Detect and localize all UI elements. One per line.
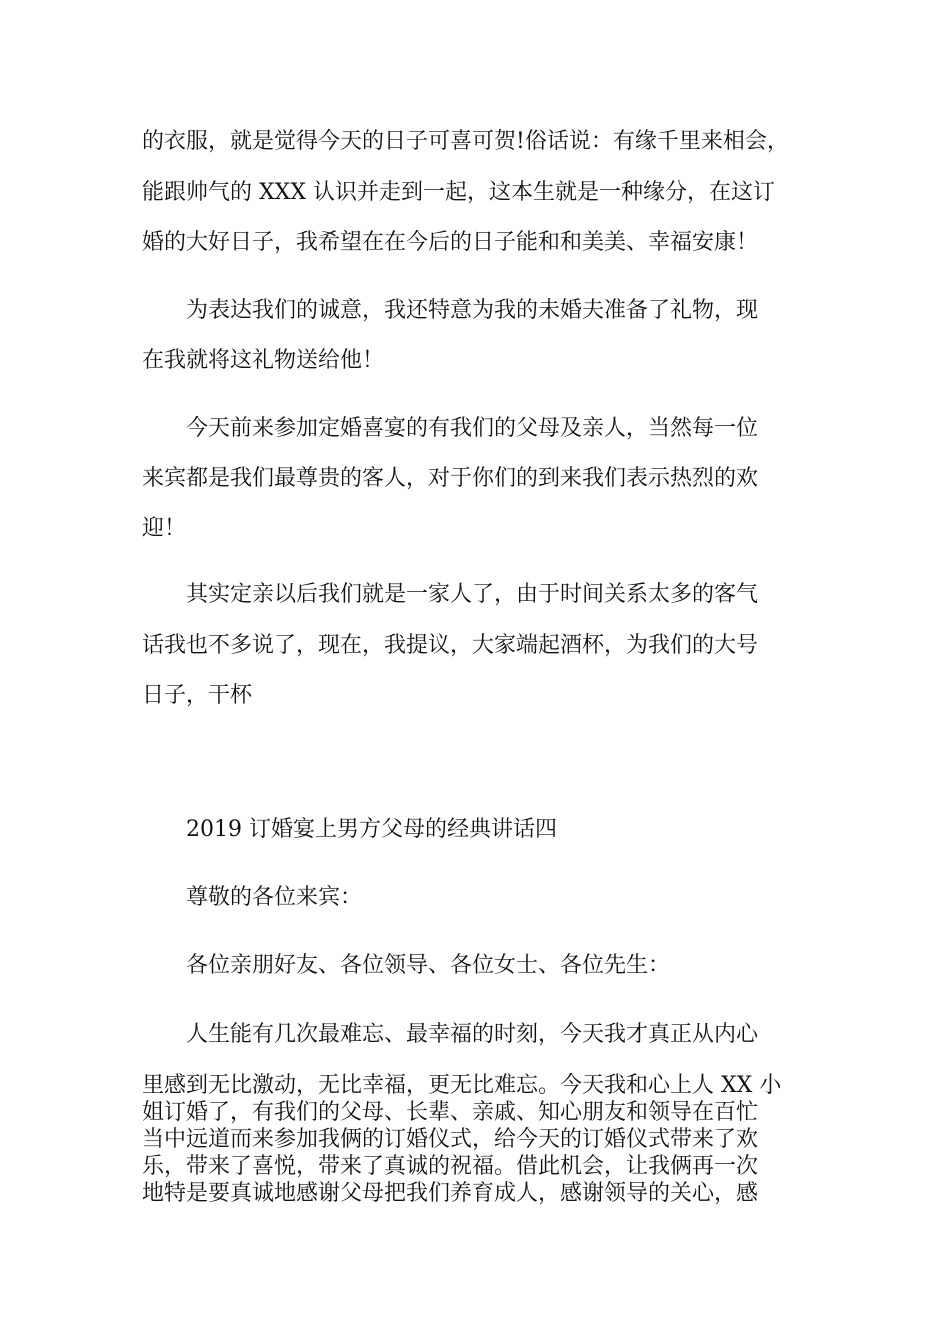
text-line: 当中远道而来参加我俩的订婚仪式，给今天的订婚仪式带来了欢 bbox=[142, 1127, 759, 1152]
text-line: 的衣服，就是觉得今天的日子可喜可贺!俗话说：有缘千里来相会， bbox=[142, 129, 789, 154]
salutation: 各位亲朋好友、各位领导、各位女士、各位先生： bbox=[142, 953, 671, 978]
text-line: 婚的大好日子，我希望在在今后的日子能和和美美、幸福安康！ bbox=[142, 230, 759, 255]
text-line: 来宾都是我们最尊贵的客人，对于你们的到来我们表示热烈的欢 bbox=[142, 466, 759, 491]
text-line: 迎！ bbox=[142, 516, 187, 541]
text-line: 里感到无比激动，无比幸福，更无比难忘。今天我和心上人 XX 小 bbox=[142, 1073, 782, 1098]
section-title: 2019 订婚宴上男方父母的经典讲话四 bbox=[142, 817, 557, 842]
text-line: 地特是要真诚地感谢父母把我们养育成人，感谢领导的关心，感 bbox=[142, 1181, 759, 1206]
text-line: 人生能有几次最难忘、最幸福的时刻，今天我才真正从内心 bbox=[142, 1022, 759, 1047]
text-line: 其实定亲以后我们就是一家人了，由于时间关系太多的客气 bbox=[142, 582, 759, 607]
text-line: 为表达我们的诚意，我还特意为我的未婚夫准备了礼物，现 bbox=[142, 298, 759, 323]
text-line: 能跟帅气的 XXX 认识并走到一起，这本生就是一种缘分，在这订 bbox=[142, 180, 775, 205]
text-line: 在我就将这礼物送给他！ bbox=[142, 348, 385, 373]
text-line: 日子，干杯 bbox=[142, 683, 253, 708]
text-line: 姐订婚了，有我们的父母、长辈、亲戚、知心朋友和领导在百忙 bbox=[142, 1100, 759, 1125]
text-line: 话我也不多说了，现在，我提议，大家端起酒杯，为我们的大号 bbox=[142, 633, 759, 658]
text-line: 今天前来参加定婚喜宴的有我们的父母及亲人，当然每一位 bbox=[142, 416, 759, 441]
text-line: 乐，带来了喜悦，带来了真诚的祝福。借此机会，让我俩再一次 bbox=[142, 1154, 759, 1179]
salutation: 尊敬的各位来宾： bbox=[142, 885, 363, 910]
